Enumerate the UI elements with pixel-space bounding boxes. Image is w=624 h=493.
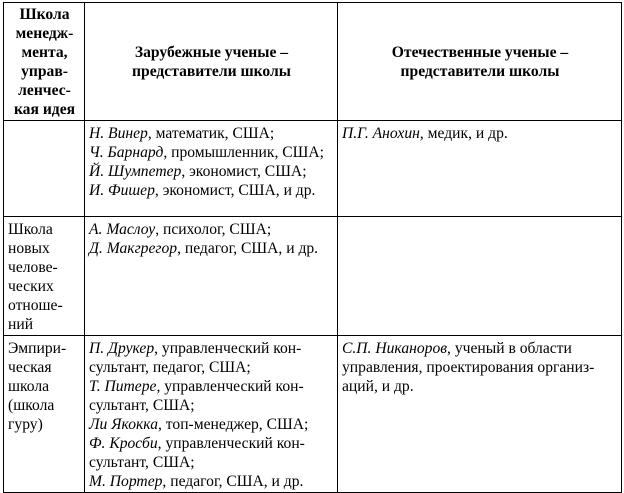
header-foreign-scientists: Зарубежные ученые – представители школы xyxy=(85,3,338,121)
school-cell: Школа новых челове-ческих отноше-ний xyxy=(4,217,85,336)
school-cell: Эмпири-ческая школа (школа гуру) xyxy=(4,336,85,493)
scientist-name: Ф. Кросби xyxy=(89,435,158,452)
scientist-entry xyxy=(89,377,334,415)
scientist-name: Н. Винер xyxy=(89,125,148,142)
scientist-entry xyxy=(89,239,334,258)
scientist-entry xyxy=(342,124,618,143)
header-school: Школа менедж-мента, управ-ленчес-кая идея xyxy=(4,3,85,121)
scientist-entry xyxy=(89,162,334,181)
school-cell xyxy=(4,121,85,217)
header-row xyxy=(4,3,622,121)
scientist-desc: , математик, США; xyxy=(147,125,275,142)
document-page xyxy=(3,2,622,493)
schools-table xyxy=(3,2,622,493)
header-domestic-scientists: Отечественные ученые – представители школы xyxy=(338,3,622,121)
scientist-desc: , экономист, США; xyxy=(181,163,307,180)
foreign-cell xyxy=(85,121,338,217)
scientist-desc: , педагог, США, и др. xyxy=(177,240,319,257)
scientist-name: А. Маслоу xyxy=(89,221,156,238)
scientist-name: С.П. Никаноров xyxy=(342,340,448,357)
foreign-cell xyxy=(85,217,338,336)
scientist-name: Й. Шумпетер xyxy=(89,163,182,180)
scientist-desc: , управленческий кон-сультант, педагог, США; xyxy=(89,340,302,376)
scientist-name: Ли Якокка xyxy=(89,416,158,433)
scientist-name: И. Фишер xyxy=(89,182,155,199)
scientist-desc: , управленческий кон-сультант, США; xyxy=(89,435,305,471)
scientist-desc: , педагог, США, и др. xyxy=(162,473,304,490)
scientist-name: М. Портер xyxy=(89,473,163,490)
scientist-desc: , экономист, США, и др. xyxy=(154,182,316,199)
scientist-entry xyxy=(89,181,334,200)
scientist-name: Т. Питере xyxy=(89,378,157,395)
scientist-desc: , управленческий кон-сультант, США; xyxy=(89,378,304,414)
scientist-desc: , психолог, США; xyxy=(155,221,272,238)
domestic-cell xyxy=(338,336,622,493)
scientist-name: Ч. Барнард xyxy=(89,144,164,161)
scientist-name: П.Г. Анохин xyxy=(342,125,420,142)
scientist-entry xyxy=(89,339,334,377)
scientist-entry xyxy=(342,339,618,396)
scientist-desc: , промышленник, США; xyxy=(163,144,324,161)
scientist-entry xyxy=(89,124,334,143)
scientist-entry xyxy=(89,143,334,162)
table-row xyxy=(4,217,622,336)
scientist-name: П. Друкер xyxy=(89,340,155,357)
scientist-entry xyxy=(89,472,334,491)
table-row xyxy=(4,336,622,493)
scientist-entry xyxy=(89,220,334,239)
scientist-entry xyxy=(89,434,334,472)
scientist-desc: , топ-менеджер, США; xyxy=(158,416,309,433)
scientist-desc: , медик, и др. xyxy=(419,125,508,142)
scientist-desc: , ученый в области управления, проектирования организ-аций, и др. xyxy=(342,340,595,395)
table-row xyxy=(4,121,622,217)
foreign-cell xyxy=(85,336,338,493)
scientist-name: Д. Макгрегор xyxy=(89,240,178,257)
domestic-cell xyxy=(338,217,622,336)
domestic-cell xyxy=(338,121,622,217)
scientist-entry xyxy=(89,415,334,434)
